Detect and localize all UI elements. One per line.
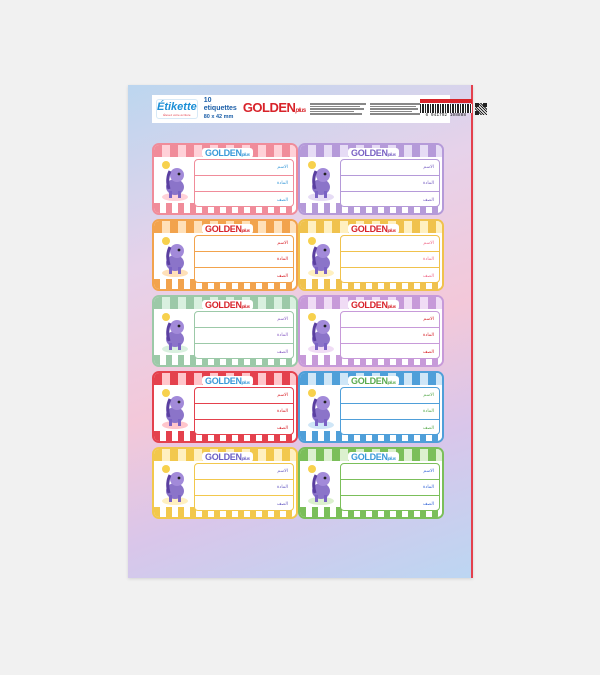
etikette-logo-text: Étikette xyxy=(157,101,197,113)
field-label: الصف xyxy=(422,197,434,203)
label-fields xyxy=(194,159,294,207)
field-label: الصف xyxy=(276,501,288,507)
label-field-name[interactable] xyxy=(195,160,293,176)
balloon-pony-icon xyxy=(304,311,338,355)
field-label: المادة xyxy=(423,257,434,262)
barcode-number: 6 941792 108888 xyxy=(425,113,467,118)
field-label: المادة xyxy=(277,409,288,414)
label-brand-text: GOLDEN xyxy=(351,148,388,158)
name-label-7 xyxy=(152,371,298,443)
label-field-name[interactable] xyxy=(341,388,439,404)
label-field-subject[interactable] xyxy=(195,328,293,344)
field-label: الصف xyxy=(276,349,288,355)
label-brand-text: GOLDEN xyxy=(205,452,242,462)
sheet-header xyxy=(152,95,467,123)
fine-print xyxy=(310,103,366,115)
label-fields xyxy=(340,463,440,511)
label-field-name[interactable] xyxy=(195,388,293,404)
label-fields xyxy=(340,311,440,359)
star-pony-icon xyxy=(158,159,192,203)
barcode xyxy=(420,99,472,119)
field-label: الاسم xyxy=(423,469,434,474)
field-label: الاسم xyxy=(423,317,434,322)
label-field-subject[interactable] xyxy=(341,404,439,420)
field-label: الصف xyxy=(422,349,434,355)
field-label: المادة xyxy=(277,485,288,490)
label-sheet xyxy=(128,85,473,578)
field-label: الاسم xyxy=(423,241,434,246)
label-brand xyxy=(202,148,253,158)
label-count xyxy=(204,97,237,121)
field-label: الصف xyxy=(276,197,288,203)
label-field-subject[interactable] xyxy=(195,404,293,420)
field-label: الصف xyxy=(276,273,288,279)
field-label: الاسم xyxy=(423,165,434,170)
label-field-class[interactable] xyxy=(195,344,293,360)
label-brand-plus: plus xyxy=(241,152,250,157)
label-brand-plus: plus xyxy=(241,228,250,233)
label-brand-text: GOLDEN xyxy=(351,300,388,310)
field-label: المادة xyxy=(277,257,288,262)
field-label: المادة xyxy=(423,485,434,490)
field-label: الاسم xyxy=(277,165,288,170)
label-fields xyxy=(194,311,294,359)
golden-logo-text: GOLDEN xyxy=(242,99,296,115)
label-brand-text: GOLDEN xyxy=(205,224,242,234)
label-brand-plus: plus xyxy=(387,228,396,233)
label-field-subject[interactable] xyxy=(195,252,293,268)
cloud-pony-icon xyxy=(158,463,192,507)
name-label-3 xyxy=(152,219,298,291)
label-brand-plus: plus xyxy=(241,380,250,385)
label-brand xyxy=(202,224,253,234)
label-field-class[interactable] xyxy=(195,420,293,436)
label-field-name[interactable] xyxy=(341,236,439,252)
label-count-text: 10 etiquettes xyxy=(203,97,237,112)
field-label: الصف xyxy=(422,273,434,279)
label-brand xyxy=(348,224,399,234)
label-brand-text: GOLDEN xyxy=(205,376,242,386)
label-field-name[interactable] xyxy=(195,312,293,328)
label-field-subject[interactable] xyxy=(341,328,439,344)
name-label-6 xyxy=(298,295,444,367)
name-label-10 xyxy=(298,447,444,519)
pony-icon xyxy=(304,159,338,203)
star-pony-icon xyxy=(158,387,192,431)
label-brand-plus: plus xyxy=(241,304,250,309)
label-brand-text: GOLDEN xyxy=(351,224,388,234)
label-brand xyxy=(348,148,399,158)
label-brand xyxy=(348,300,399,310)
fine-print-arabic xyxy=(370,103,420,115)
label-size-text: 80 x 42 mm xyxy=(203,114,234,120)
field-label: المادة xyxy=(423,181,434,186)
etikette-logo-sub: Élevez votre écriture xyxy=(163,113,191,117)
golden-logo xyxy=(243,101,306,118)
label-field-class[interactable] xyxy=(341,192,439,208)
label-brand-text: GOLDEN xyxy=(205,148,242,158)
label-field-class[interactable] xyxy=(341,344,439,360)
cloud-pony-icon xyxy=(158,311,192,355)
name-label-2 xyxy=(298,143,444,215)
field-label: الصف xyxy=(422,425,434,431)
name-label-5 xyxy=(152,295,298,367)
field-label: المادة xyxy=(423,333,434,338)
label-fields xyxy=(340,159,440,207)
golden-logo-plus: plus xyxy=(295,107,306,114)
label-field-name[interactable] xyxy=(341,160,439,176)
label-field-class[interactable] xyxy=(341,268,439,284)
label-brand-text: GOLDEN xyxy=(205,300,242,310)
field-label: الاسم xyxy=(277,317,288,322)
field-label: المادة xyxy=(423,409,434,414)
label-brand-text: GOLDEN xyxy=(351,452,388,462)
label-field-subject[interactable] xyxy=(195,176,293,192)
barcode-area xyxy=(420,99,487,119)
label-field-class[interactable] xyxy=(341,420,439,436)
label-fields xyxy=(194,463,294,511)
label-brand xyxy=(202,300,253,310)
label-field-name[interactable] xyxy=(341,312,439,328)
name-label-4 xyxy=(298,219,444,291)
field-label: الاسم xyxy=(277,241,288,246)
field-label: المادة xyxy=(277,333,288,338)
label-brand xyxy=(348,452,399,462)
etikette-logo xyxy=(156,99,198,119)
label-field-subject[interactable] xyxy=(341,480,439,496)
label-brand-plus: plus xyxy=(387,456,396,461)
field-label: الاسم xyxy=(277,469,288,474)
label-brand-plus: plus xyxy=(387,152,396,157)
label-field-class[interactable] xyxy=(195,268,293,284)
label-field-class[interactable] xyxy=(341,496,439,512)
name-label-1 xyxy=(152,143,298,215)
label-field-class[interactable] xyxy=(195,192,293,208)
moon-pony-icon xyxy=(304,387,338,431)
label-fields xyxy=(340,235,440,283)
field-label: الاسم xyxy=(277,393,288,398)
name-label-8 xyxy=(298,371,444,443)
label-field-name[interactable] xyxy=(195,464,293,480)
qr-code-icon xyxy=(475,103,487,115)
label-brand-plus: plus xyxy=(387,304,396,309)
field-label: الاسم xyxy=(423,393,434,398)
label-brand xyxy=(202,376,253,386)
label-field-subject[interactable] xyxy=(341,176,439,192)
teddy-bear-icon xyxy=(304,463,338,507)
label-field-subject[interactable] xyxy=(195,480,293,496)
label-field-name[interactable] xyxy=(195,236,293,252)
label-fields xyxy=(194,387,294,435)
label-brand-plus: plus xyxy=(241,456,250,461)
field-label: الصف xyxy=(422,501,434,507)
label-brand-text: GOLDEN xyxy=(351,376,388,386)
label-field-subject[interactable] xyxy=(341,252,439,268)
label-fields xyxy=(340,387,440,435)
field-label: المادة xyxy=(277,181,288,186)
field-label: الصف xyxy=(276,425,288,431)
label-field-name[interactable] xyxy=(341,464,439,480)
label-field-class[interactable] xyxy=(195,496,293,512)
balloon-pony-icon xyxy=(304,235,338,279)
name-label-9 xyxy=(152,447,298,519)
cloud-pony-icon xyxy=(158,235,192,279)
label-brand-plus: plus xyxy=(387,380,396,385)
label-brand xyxy=(202,452,253,462)
label-brand xyxy=(348,376,399,386)
label-fields xyxy=(194,235,294,283)
